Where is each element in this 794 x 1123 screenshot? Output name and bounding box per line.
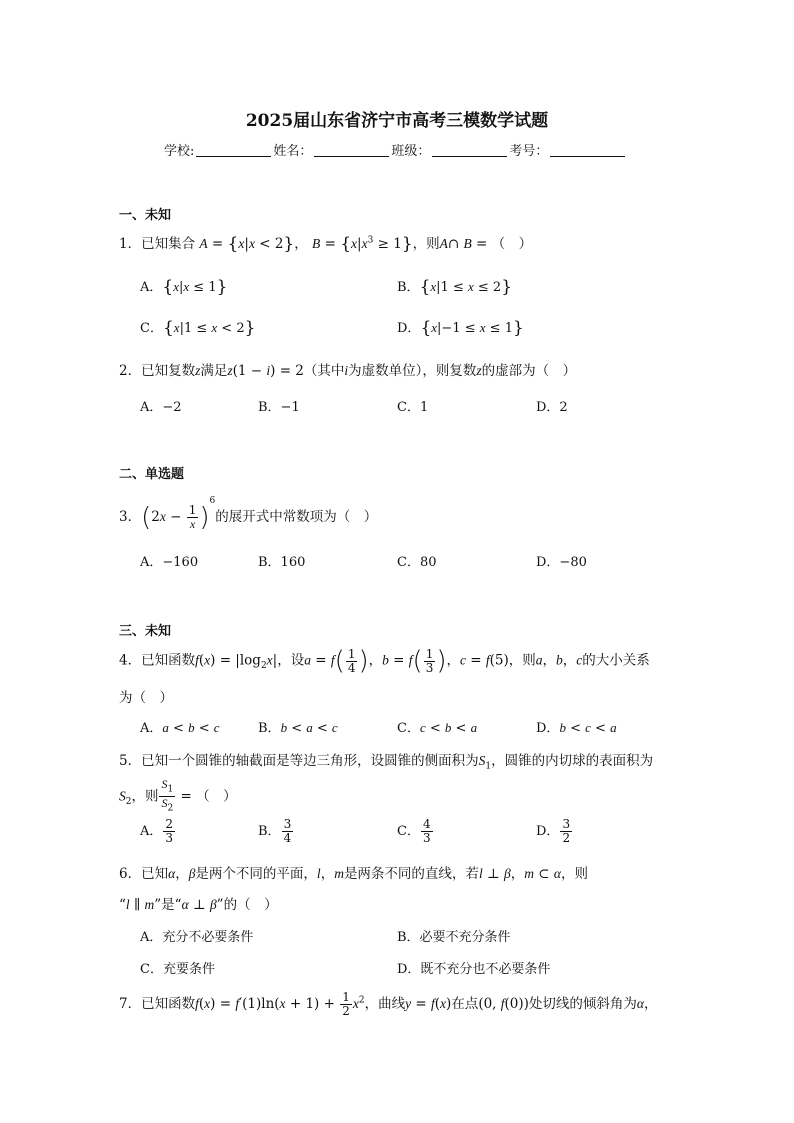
class-label: 班级： bbox=[391, 144, 431, 159]
q4-option-b[interactable]: B．b < a < c bbox=[258, 720, 338, 736]
q6-option-d[interactable]: D．既不充分也不必要条件 bbox=[397, 962, 551, 977]
question-4: 4．已知函数$f(x) = |\log_2x|$，设a = f( $\frac{1}{4}$ )，b = f( $\frac{1}{3}$ )，c = f(5)，则a，b，c的大小关系 bbox=[119, 646, 650, 676]
question-2: 2．已知复数z满足z(1 − i) = 2（其中i为虚数单位），则复数z的虚部为（ ） bbox=[119, 363, 577, 379]
q2-option-c[interactable]: C．1 bbox=[397, 400, 429, 415]
q1-option-b[interactable]: B．{x|1 ≤ x ≤ 2} bbox=[397, 277, 513, 297]
q1-option-a[interactable]: A．{x|x ≤ 1} bbox=[140, 277, 228, 297]
section-heading: 三、未知 bbox=[119, 624, 172, 639]
q5-option-a[interactable]: A． $\frac{2}{3}$ bbox=[140, 817, 174, 845]
q1-math-a: A bbox=[199, 236, 208, 251]
student-info bbox=[164, 140, 627, 159]
q1-stem-end: （ ） bbox=[491, 236, 533, 252]
exam-no-label: 考号： bbox=[509, 144, 549, 159]
q2-option-b[interactable]: B．−1 bbox=[258, 400, 300, 415]
class-blank[interactable] bbox=[432, 143, 507, 157]
question-5-line2: $S_2$，则 $\frac{S_1}{S_2}$ = （ ） bbox=[119, 777, 237, 814]
section-heading: 二、单选题 bbox=[119, 467, 185, 482]
q4-option-a[interactable]: A．a < b < c bbox=[140, 720, 220, 736]
q2-option-a[interactable]: A．−2 bbox=[140, 400, 182, 415]
q3-option-b[interactable]: B．160 bbox=[258, 555, 306, 570]
section-heading: 一、未知 bbox=[119, 208, 172, 223]
name-label: 姓名： bbox=[273, 144, 313, 159]
question-5: 5．已知一个圆锥的轴截面是等边三角形，设圆锥的侧面积为$S_1$，圆锥的内切球的表面积为 bbox=[119, 753, 654, 772]
question-6-line2: “l ∥ m”是“α ⊥ β”的（ ） bbox=[119, 897, 278, 913]
q6-option-a[interactable]: A．充分不必要条件 bbox=[140, 930, 254, 945]
name-blank[interactable] bbox=[314, 143, 389, 157]
school-blank[interactable] bbox=[196, 143, 271, 157]
q6-option-c[interactable]: C．充要条件 bbox=[140, 962, 215, 977]
q3-option-d[interactable]: D．−80 bbox=[536, 555, 587, 570]
q5-option-d[interactable]: D． $\frac{3}{2}$ bbox=[536, 817, 571, 845]
question-1: 1．已知集合 A = {x|x < 2}， $B = \{x|x^3 \ge 1\}$，则A∩ B = （ ） bbox=[119, 234, 533, 254]
question-3: 3．(2x − $\frac{1}{x}$ )$^6$的展开式中常数项为（ ） bbox=[119, 496, 378, 533]
q5-option-b[interactable]: B． $\frac{3}{4}$ bbox=[258, 817, 292, 845]
q3-option-c[interactable]: C．80 bbox=[397, 555, 437, 570]
q1-option-d[interactable]: D．{x|−1 ≤ x ≤ 1} bbox=[397, 318, 524, 338]
q3-option-a[interactable]: A．−160 bbox=[140, 555, 199, 570]
q2-option-d[interactable]: D．2 bbox=[536, 400, 568, 415]
q1-stem-mid: ，则 bbox=[412, 236, 440, 252]
school-label: 学校: bbox=[164, 144, 195, 159]
q1-stem: 1．已知集合 bbox=[119, 236, 196, 252]
q4-option-c[interactable]: C．c < b < a bbox=[397, 720, 478, 736]
exam-no-blank[interactable] bbox=[550, 143, 625, 157]
q4-option-d[interactable]: D．b < c < a bbox=[536, 720, 617, 736]
question-6: 6．已知α，β是两个不同的平面，l，m是两条不同的直线，若l ⊥ β，m ⊂ α，则 bbox=[119, 866, 588, 882]
question-7: 7．已知函数f(x) = f′(1)ln(x + 1) + $\frac{1}{2}$ $x^2$，曲线y = f(x)在点(0, f(0))处切线的倾斜角为α， bbox=[119, 990, 658, 1018]
q1-option-c[interactable]: C．{x|1 ≤ x < 2} bbox=[140, 318, 256, 338]
q5-option-c[interactable]: C． $\frac{4}{3}$ bbox=[397, 817, 431, 845]
page-title: 2025届山东省济宁市高考三模数学试题 bbox=[245, 111, 549, 131]
q6-option-b[interactable]: B．必要不充分条件 bbox=[397, 930, 511, 945]
question-4-line2: 为（ ） bbox=[119, 690, 173, 706]
